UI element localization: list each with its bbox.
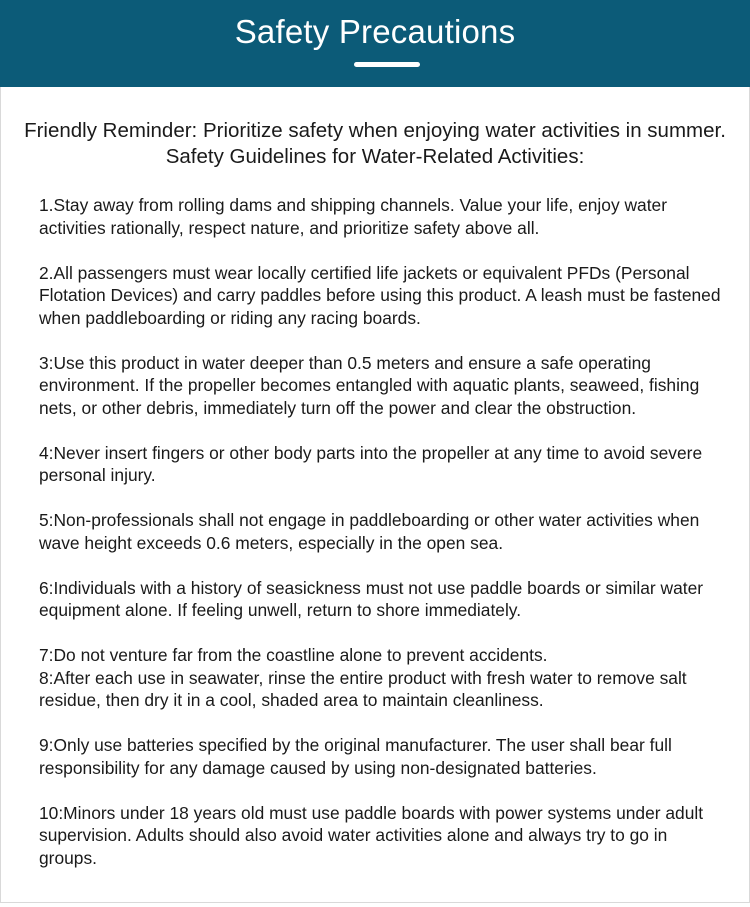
page-title: Safety Precautions bbox=[234, 13, 516, 50]
rule-item-4: 4:Never insert fingers or other body parts into the propeller at any time to avoid severe personal injury. bbox=[39, 442, 703, 485]
rule-item-1: 1.Stay away from rolling dams and shipping channels. Value your life, enjoy water activities rationally, respect nature, and prioritize safety above all. bbox=[39, 195, 668, 238]
rule-item-6: 6:Individuals with a history of seasickness must not use paddle boards or similar water equipment alone. If feeling unwell, return to shore immediately. bbox=[39, 577, 704, 620]
intro-text: Friendly Reminder: Prioritize safety when enjoying water activities in summer. Safety Guidelines for Water-Related Activities: bbox=[24, 119, 726, 168]
rule-item-10: 10:Minors under 18 years old must use paddle boards with power systems under adult supervision. Adults should also avoid water activities alone and always try to go in groups. bbox=[39, 802, 704, 868]
rule-item-9: 9:Only use batteries specified by the original manufacturer. The user shall bear full responsibility for any damage caused by using non-designated batteries. bbox=[39, 735, 672, 778]
rule-item-7: 7:Do not venture far from the coastline alone to prevent accidents. bbox=[39, 645, 548, 665]
rule-item-8: 8:After each use in seawater, rinse the entire product with fresh water to remove salt residue, then dry it in a cool, shaded area to maintain cleanliness. bbox=[39, 667, 687, 710]
rule-item-2: 2.All passengers must wear locally certified life jackets or equivalent PFDs (Personal Flotation Devices) and carry paddles before using this product. A leash must be fastened when paddleboarding or riding any racing boards. bbox=[39, 262, 721, 328]
rules-list bbox=[39, 194, 729, 869]
header-banner bbox=[0, 0, 750, 87]
title-underline bbox=[354, 62, 420, 67]
rule-item-3: 3:Use this product in water deeper than 0.5 meters and ensure a safe operating environment. If the propeller becomes entangled with aquatic plants, seaweed, fishing nets, or other debris, immediately turn off the power and clear the obstruction. bbox=[39, 352, 700, 418]
rule-item-5: 5:Non-professionals shall not engage in paddleboarding or other water activities when wave height exceeds 0.6 meters, especially in the open sea. bbox=[39, 510, 700, 553]
